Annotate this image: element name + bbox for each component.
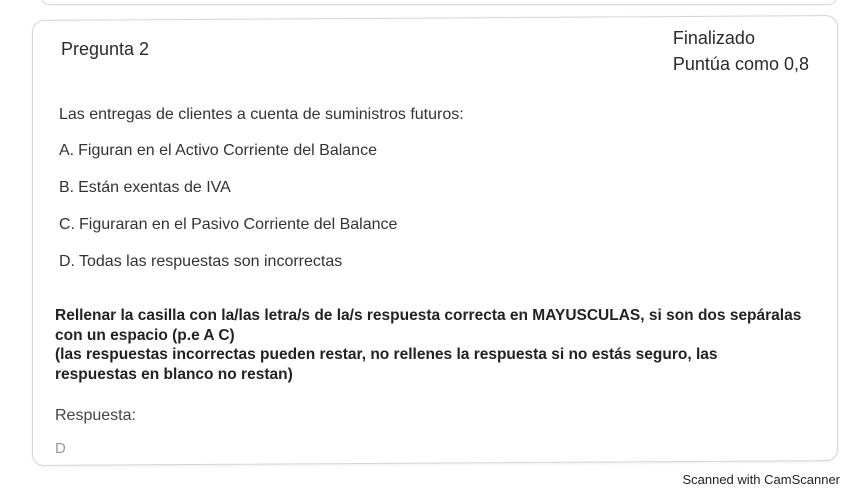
previous-question-card (40, 0, 838, 5)
option-b (59, 179, 231, 197)
option-letter: C. (59, 215, 75, 233)
question-points: Puntúa como 0,8 (672, 53, 809, 74)
option-text: Figuraran en el Pasivo Corriente del Balance (79, 215, 398, 233)
instructions-line-1: Rellenar la casilla con la/las letra/s de la/s respuesta correcta en MAYUSCULAS, si son dos sepáralas con un espacio (p.e A C) (55, 306, 802, 344)
option-c (59, 216, 397, 234)
question-status: Finalizado (672, 27, 755, 48)
option-text: Todas las respuestas son incorrectas (79, 252, 343, 270)
answer-label: Respuesta: (55, 406, 136, 424)
answer-field[interactable] (55, 440, 355, 457)
question-title: Pregunta 2 (61, 38, 150, 59)
option-letter: D. (59, 252, 75, 270)
option-letter: A. (59, 141, 75, 159)
option-letter: B. (59, 178, 75, 196)
scanner-watermark: Scanned with CamScanner (682, 472, 840, 487)
question-card (32, 15, 838, 466)
instructions-line-2: (las respuestas incorrectas pueden restar, no rellenes la respuesta si no estás seguro, las respuestas en blanco no restan) (55, 345, 718, 383)
option-text: Figuran en el Activo Corriente del Balance (78, 141, 377, 159)
option-a (59, 142, 377, 160)
option-d (59, 253, 342, 271)
question-status-block (673, 25, 809, 77)
answer-instructions (55, 306, 803, 384)
question-stem: Las entregas de clientes a cuenta de suministros futuros: (59, 105, 464, 123)
option-text: Están exentas de IVA (78, 178, 231, 196)
